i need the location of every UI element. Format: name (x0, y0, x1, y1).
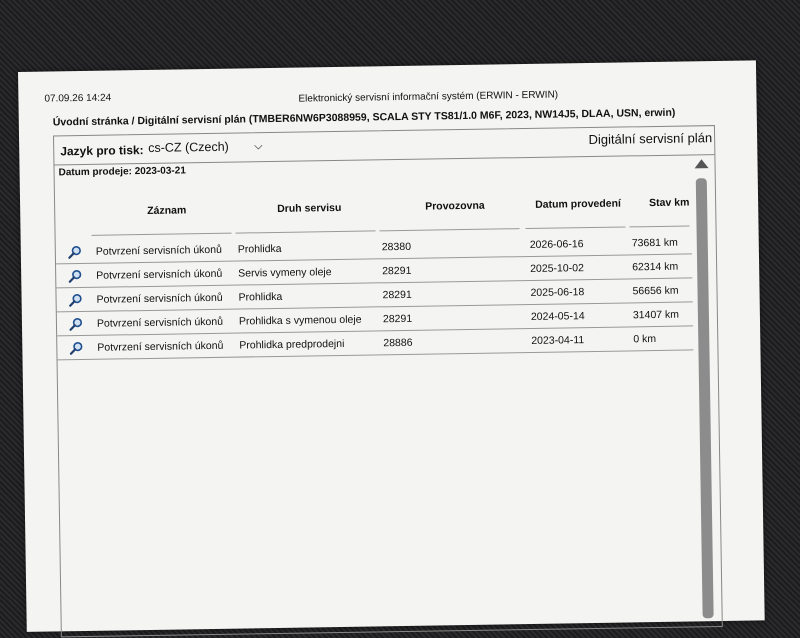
magnifier-icon[interactable] (68, 293, 82, 307)
cell-zaznam: Potvrzení servisních úkonů (96, 315, 224, 330)
chevron-down-icon[interactable]: ⌵ (254, 140, 263, 153)
cell-provozovna: 28291 (382, 264, 412, 278)
print-datetime: 07.09.26 14:24 (44, 92, 112, 105)
sale-date: Datum prodeje: 2023-03-21 (58, 165, 186, 179)
col-header-datum-provedeni[interactable]: Datum provedení (535, 197, 622, 211)
col-header-provozovna[interactable]: Provozovna (425, 199, 485, 213)
cell-datum-provedeni: 2026-06-16 (529, 238, 584, 251)
language-label: Jazyk pro tisk: (60, 143, 144, 159)
cell-datum-provedeni: 2025-06-18 (530, 286, 585, 299)
cell-stav-km: 73681 km (631, 236, 678, 250)
language-select[interactable]: cs-CZ (Czech) (148, 139, 229, 155)
cell-provozovna: 28380 (381, 240, 412, 254)
header-underline (380, 228, 520, 231)
cell-zaznam: Potvrzení servisních úkonů (97, 339, 224, 354)
cell-provozovna: 28291 (382, 312, 413, 326)
col-header-druh-servisu[interactable]: Druh servisu (277, 201, 342, 215)
header-underline (526, 226, 626, 229)
cell-druh-servisu: Prohlidka s vymenou oleje (238, 313, 362, 328)
cell-provozovna: 28291 (382, 288, 412, 302)
magnifier-icon[interactable] (69, 341, 83, 355)
magnifier-icon[interactable] (68, 245, 82, 259)
cell-zaznam: Potvrzení servisních úkonů (96, 291, 223, 306)
cell-druh-servisu: Prohlidka (238, 290, 283, 304)
cell-zaznam: Potvrzení servisních úkonů (95, 243, 222, 258)
col-header-stav-km[interactable]: Stav km (649, 196, 690, 210)
language-bar (54, 126, 714, 165)
cell-datum-provedeni: 2025-10-02 (530, 262, 584, 275)
breadcrumb[interactable]: Úvodní stránka / Digitální servisní plán (TMBER6NW6P3088959, SCALA STY TS81/1.0 M6F, 2023, NW14J5, DLAA, USN, erwin) (52, 106, 676, 129)
cell-provozovna: 28886 (383, 336, 413, 350)
cell-stav-km: 31407 km (632, 308, 680, 322)
scrollbar[interactable] (696, 178, 714, 618)
col-header-zaznam[interactable]: Záznam (147, 204, 187, 217)
printed-page (18, 60, 765, 632)
cell-stav-km: 0 km (633, 333, 657, 346)
cell-druh-servisu: Prohlidka predprodejni (239, 337, 345, 352)
system-title: Elektronický servisní informační systém (ERWIN - ERWIN) (298, 89, 559, 105)
cell-stav-km: 62314 km (632, 260, 679, 274)
cell-zaznam: Potvrzení servisních úkonů (96, 267, 223, 282)
header-underline (630, 225, 690, 227)
service-plan-panel (53, 125, 723, 637)
page-title: Digitální servisní plán (588, 130, 713, 148)
header-underline (92, 233, 232, 236)
cell-druh-servisu: Servis vymeny oleje (238, 266, 332, 280)
magnifier-icon[interactable] (68, 269, 82, 283)
cell-datum-provedeni: 2023-04-11 (531, 334, 585, 347)
header-underline (236, 230, 376, 233)
cell-druh-servisu: Prohlidka (237, 242, 282, 256)
triangle-up-icon[interactable] (694, 159, 708, 168)
magnifier-icon[interactable] (69, 317, 83, 331)
cell-stav-km: 56656 km (632, 284, 679, 298)
cell-datum-provedeni: 2024-05-14 (530, 310, 585, 323)
